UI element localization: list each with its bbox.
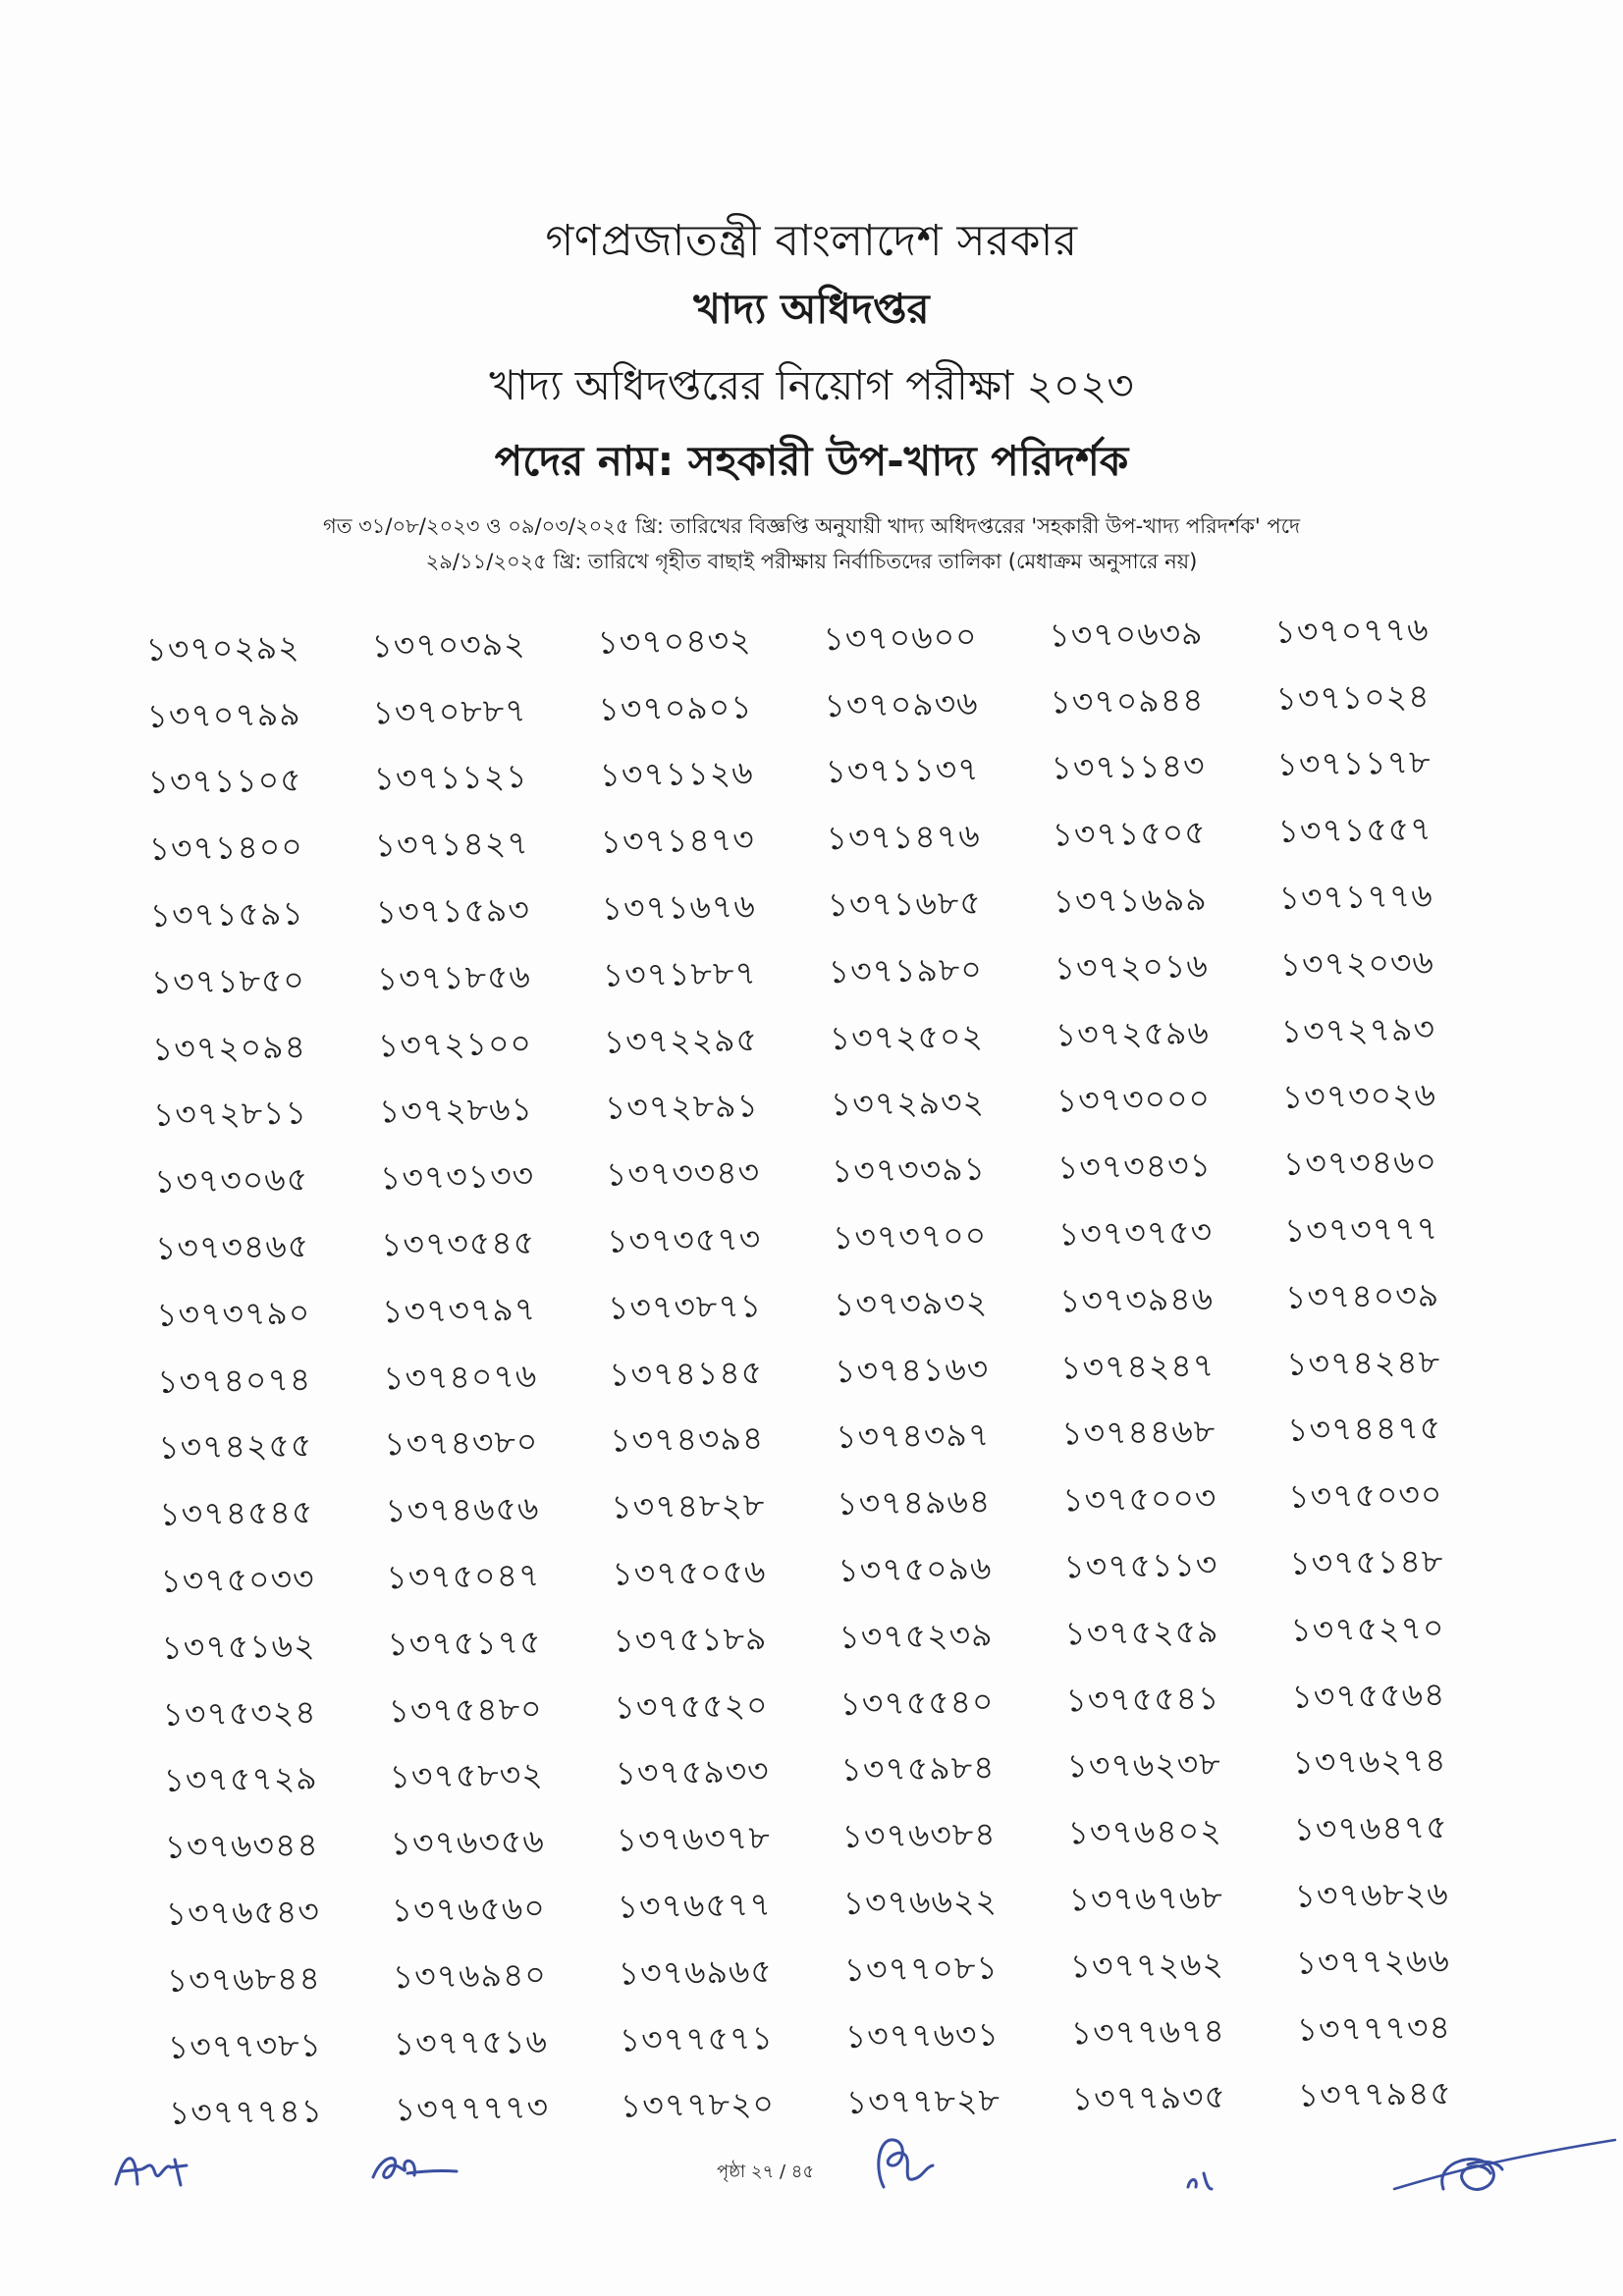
roll-number-cell: ১৩৭৬২৩৮	[1066, 1744, 1221, 1786]
roll-number-cell: ১৩৭০৬০০	[823, 616, 978, 659]
roll-number-cell: ১৩৭৬৫৬০	[391, 1888, 547, 1930]
roll-number-cell: ১৩৭৩৮৭১	[607, 1286, 763, 1327]
notice-line-2: ২৯/১১/২০২৫ খ্রি: তারিখে গৃহীত বাছাই পরীক্ষায় নির্বাচিতদের তালিকা (মেধাক্রম অনুসারে নয়)	[425, 550, 1198, 573]
roll-number-cell: ১৩৭৭৯৩৫	[1071, 2077, 1227, 2118]
roll-number-cell: ১৩৭৩৪৩১	[1056, 1146, 1213, 1187]
roll-number-cell: ১৩৭৫২৩৯	[839, 1615, 994, 1656]
roll-number-cell: ১৩৭৫২৭০	[1290, 1608, 1445, 1649]
roll-number-cell: ১৩৭৫২৫৯	[1064, 1611, 1219, 1653]
roll-number-cell: ১৩৭৪৫৪৫	[159, 1492, 314, 1534]
roll-number-cell: ১৩৭৪২৫৫	[157, 1425, 313, 1468]
post-name: পদের নাম: সহকারী উপ-খাদ্য পরিদর্শক	[494, 437, 1129, 485]
signature-3-icon	[864, 2128, 943, 2197]
roll-number-cell: ১৩৭১৮৫০	[150, 960, 306, 1001]
roll-number-cell: ১৩৭৫৫৬৪	[1291, 1674, 1446, 1716]
roll-number-cell: ১৩৭৫১৬২	[161, 1626, 316, 1667]
roll-number-cell: ১৩৭১৪২৭	[374, 824, 530, 865]
roll-number-cell: ১৩৭৫০০৩	[1061, 1478, 1217, 1520]
roll-number-cell: ১৩৭৫৪৮০	[388, 1688, 543, 1730]
roll-number-cell: ১৩৭৭২৬৬	[1295, 1941, 1451, 1982]
roll-number-cell: ১৩৭৩৭০০	[832, 1215, 988, 1257]
roll-number-cell: ১৩৭৫১৪৮	[1288, 1541, 1444, 1582]
roll-number-cell: ১৩৭৬৭৬৮	[1068, 1877, 1224, 1919]
roll-number-cell: ১৩৭৭৬৭৪	[1070, 2010, 1226, 2052]
roll-number-cell: ১৩৭১১০৫	[147, 760, 302, 802]
roll-number-cell: ১৩৭২২৯৫	[603, 1019, 759, 1061]
roll-number-cell: ১৩৭৩৫৭৩	[606, 1219, 762, 1260]
roll-number-cell: ১৩৭১১৩৭	[825, 750, 980, 791]
roll-number-cell: ১৩৭৩৭৯০	[155, 1293, 311, 1334]
initial-mark-icon	[1178, 2160, 1227, 2199]
roll-number-cell: ১৩৭২৮১১	[152, 1093, 308, 1135]
notice-line-1: গত ৩১/০৮/২০২৩ ও ০৯/০৩/২০২৫ খ্রি: তারিখের বিজ্ঞপ্তি অনুযায়ী খাদ্য অধিদপ্তরের 'সহকারী উপ-খাদ্য পরিদর্শক' পদে	[322, 514, 1301, 538]
roll-number-cell: ১৩৭৫১১৩	[1062, 1545, 1218, 1586]
roll-number-cell: ১৩৭৫৮৩২	[389, 1755, 544, 1796]
roll-number-cell: ১৩৭০২৯২	[145, 627, 300, 668]
roll-number-cell: ১৩৭৬৩৮৪	[841, 1814, 997, 1856]
roll-number-cell: ১৩৭০৯০১	[598, 686, 753, 728]
roll-number-cell: ১৩৭৪৩৮০	[383, 1422, 539, 1464]
roll-number-cell: ১৩৭০৮৮৭	[372, 690, 527, 732]
roll-number-cell: ১৩৭৩৭৯৭	[381, 1289, 537, 1331]
roll-number-cell: ১৩৭২০১৬	[1054, 945, 1210, 988]
roll-number-cell: ১৩৭১৫৫৭	[1277, 809, 1433, 851]
roll-number-cell: ১৩৭১১২৬	[599, 753, 754, 795]
roll-number-cell: ১৩৭৫০৯৬	[838, 1548, 993, 1590]
roll-number-cell: ১৩৭৪৪৭৫	[1286, 1408, 1442, 1450]
government-heading: গণপ্রজাতন্ত্রী বাংলাদেশ সরকার	[545, 216, 1078, 266]
roll-number-cell: ১৩৭৬৯৪০	[392, 1954, 548, 1997]
roll-number-cell: ১৩৭৬২৭৪	[1292, 1740, 1447, 1783]
roll-number-cell: ১৩৭১৪৭৩	[600, 820, 755, 862]
roll-number-cell: ১৩৭৩৪৬৫	[154, 1226, 310, 1267]
roll-number-cell: ১৩৭৫০৩০	[1287, 1474, 1443, 1517]
roll-number-cell: ১৩৭৬৪০২	[1067, 1811, 1222, 1852]
roll-number-cell: ১৩৭৭৫৭১	[619, 2017, 775, 2059]
roll-number-cell: ১৩৭৫৭২৯	[163, 1758, 318, 1800]
roll-number-cell: ১৩৭৭২৬২	[1069, 1944, 1225, 1986]
roll-number-cell: ১৩৭২৮৯১	[604, 1086, 760, 1128]
roll-number-cell: ১৩৭৭৯৪৫	[1297, 2073, 1453, 2115]
roll-number-cell: ১৩৭৩৯৩২	[833, 1282, 989, 1323]
roll-number-cell: ১৩৭১৫০৫	[1052, 813, 1207, 854]
page-number: পৃষ্ঠা ২৭ / ৪৫	[717, 2162, 815, 2182]
roll-number-cell: ১৩৭৫৯৩৩	[615, 1751, 770, 1793]
roll-number-cell: ১৩৭৪৩৯৪	[609, 1418, 765, 1461]
roll-number-cell: ১৩৭১৬৭৬	[601, 886, 757, 928]
roll-number-cell: ১৩৭৪৬৫৬	[385, 1489, 540, 1530]
roll-number-cell: ১৩৭০৩৯২	[371, 623, 526, 666]
roll-number-cell: ১৩৭৫৫৪০	[839, 1682, 995, 1723]
roll-number-cell: ১৩৭৭৭৭৩	[394, 2088, 550, 2129]
roll-number-cell: ১৩৭৬৮৪৪	[166, 1958, 322, 2000]
roll-number-cell: ১৩৭৭৩৮১	[167, 2024, 323, 2066]
roll-number-cell: ১৩৭৭৮২০	[620, 2084, 776, 2126]
roll-number-cell: ১৩৭৪৩৯৭	[835, 1415, 991, 1457]
roll-number-cell: ১৩৭৩০২৬	[1281, 1075, 1437, 1117]
roll-number-cell: ১৩৭০৯৩৬	[824, 683, 979, 724]
roll-number-cell: ১৩৭৫০৪৭	[386, 1555, 541, 1597]
roll-number-cell: ১৩৭৭৭৪১	[168, 2091, 324, 2133]
roll-number-cell: ১৩৭৩০৬৫	[153, 1159, 309, 1201]
roll-number-cell: ১৩৭১৮৫৬	[376, 956, 532, 998]
roll-number-cell: ১৩৭১৬৮৫	[827, 882, 982, 925]
roll-number-cell: ১৩৭৩৫৪৫	[380, 1222, 536, 1264]
roll-number-cell: ১৩৭২১০০	[377, 1023, 533, 1065]
roll-number-cell: ১৩৭২০৩৬	[1279, 942, 1435, 984]
roll-number-cell: ১৩৭৩৩৯১	[831, 1148, 987, 1191]
roll-number-cell: ১৩৭৩১৩৩	[379, 1156, 535, 1198]
roll-number-cell: ১৩৭৪৯৬৪	[836, 1481, 992, 1523]
roll-number-cell: ১৩৭৭৮২৮	[845, 2080, 1001, 2122]
roll-number-cell: ১৩৭২৫০২	[829, 1016, 985, 1057]
roll-number-cell: ১৩৭১৯৮০	[828, 949, 984, 990]
roll-number-cell: ১৩৭০৬৩৯	[1049, 613, 1204, 655]
roll-number-cell: ১৩৭৫০৫৬	[612, 1552, 767, 1593]
roll-number-cell: ১৩৭৬৬২২	[842, 1881, 999, 1923]
exam-title: খাদ্য অধিদপ্তরের নিয়োগ পরীক্ষা ২০২৩	[489, 361, 1134, 409]
roll-number-cell: ১৩৭২৭৯৩	[1280, 1009, 1436, 1050]
roll-number-cell: ১৩৭৬৮২৬	[1294, 1874, 1449, 1915]
roll-number-cell: ১৩৭৫৩২৪	[162, 1692, 317, 1734]
roll-number-cell: ১৩৭৪০৩৯	[1284, 1275, 1440, 1316]
roll-number-table	[145, 597, 1524, 2149]
roll-number-cell: ১৩৭১১৪৩	[1051, 746, 1206, 788]
roll-number-cell: ১৩৭৬৩৪৪	[164, 1825, 320, 1867]
roll-number-cell: ১৩৭১০২৪	[1275, 676, 1431, 718]
roll-number-cell: ১৩৭৪১৪৫	[608, 1352, 764, 1394]
signature-1-icon	[108, 2140, 196, 2199]
roll-number-cell: ১৩৭০৭৭৬	[1274, 610, 1430, 651]
roll-number-cell: ১৩৭৪৮২৮	[610, 1485, 766, 1526]
roll-number-cell: ১৩৭৩৭৫৩	[1057, 1212, 1214, 1254]
roll-number-cell: ১৩৭৩০০০	[1055, 1079, 1212, 1120]
signature-4-icon	[1375, 2120, 1620, 2218]
roll-number-cell: ১৩৭১৬৯৯	[1053, 880, 1208, 921]
roll-number-cell: ১৩৭৬৪৭৫	[1293, 1807, 1448, 1849]
roll-number-cell: ১৩৭১৪৭৬	[826, 816, 981, 858]
roll-number-cell: ১৩৭৫০৩৩	[160, 1559, 315, 1600]
roll-number-cell: ১৩৭৬৫৭৭	[617, 1885, 773, 1926]
roll-number-cell: ১৩৭৬৫৪৩	[165, 1892, 321, 1933]
roll-number-cell: ১৩৭৭৭৩৪	[1296, 2006, 1452, 2049]
roll-number-cell: ১৩৭১৮৮৭	[602, 953, 758, 994]
roll-number-cell: ১৩৭৩৭৭৭	[1283, 1208, 1439, 1250]
roll-number-cell: ১৩৭০৭৯৯	[146, 694, 301, 735]
roll-number-cell: ১৩৭৩৪৬০	[1282, 1142, 1438, 1184]
roll-number-cell: ১৩৭৫৯৮৪	[840, 1747, 996, 1789]
roll-number-cell: ১৩৭৪১৬৩	[834, 1349, 990, 1390]
roll-number-cell: ১৩৭০৪৩২	[597, 620, 752, 662]
roll-number-cell: ১৩৭৪০৭৪	[156, 1360, 312, 1401]
roll-number-cell: ১৩৭৪২৪৭	[1059, 1345, 1216, 1387]
roll-number-cell: ১৩৭৪০৭৬	[382, 1356, 538, 1397]
roll-number-cell: ১৩৭৬৩৫৬	[390, 1822, 546, 1863]
signature-2-icon	[363, 2138, 461, 2197]
department-heading: খাদ্য অধিদপ্তর	[693, 285, 930, 333]
page-footer	[0, 2120, 1623, 2238]
roll-number-cell: ১৩৭৩৩৪৩	[605, 1152, 761, 1194]
roll-number-cell: ১৩৭৫৫৪১	[1065, 1678, 1220, 1720]
roll-number-cell: ১৩৭১৭৭৬	[1278, 876, 1434, 917]
roll-number-cell: ১৩৭১৪০০	[148, 827, 304, 869]
roll-number-cell: ১৩৭৪২৪৮	[1285, 1342, 1441, 1383]
roll-number-cell: ১৩৭২০৯৪	[151, 1027, 307, 1068]
roll-number-cell: ১৩৭০৯৪৪	[1050, 679, 1205, 721]
roll-number-cell: ১৩৭৪৪৬৮	[1060, 1412, 1217, 1453]
roll-number-cell: ১৩৭৫১৮৯	[613, 1619, 768, 1660]
roll-number-cell: ১৩৭১৫৯১	[149, 893, 305, 935]
roll-number-cell: ১৩৭৫৫২০	[614, 1684, 769, 1727]
roll-number-cell: ১৩৭৬৯৬৫	[618, 1950, 774, 1993]
roll-number-cell: ১৩৭৭০৮১	[843, 1948, 1000, 1989]
roll-number-cell: ১৩৭৩৯৪৬	[1058, 1278, 1215, 1320]
roll-number-cell: ১৩৭৭৬৩১	[844, 2014, 1001, 2056]
roll-number-cell: ১৩৭২৮৬১	[378, 1090, 534, 1131]
roll-number-cell: ১৩৭৫১৭৫	[387, 1622, 542, 1664]
roll-number-cell: ১৩৭১১২১	[373, 757, 528, 798]
roll-number-cell: ১৩৭৭৫১৬	[393, 2021, 549, 2062]
roll-number-cell: ১৩৭২৫৯৬	[1055, 1012, 1211, 1054]
roll-number-cell: ১৩৭২৯৩২	[830, 1083, 986, 1124]
roll-number-cell: ১৩৭৬৩৭৮	[616, 1818, 772, 1859]
roll-number-cell: ১৩৭১১৭৮	[1276, 742, 1432, 784]
roll-number-cell: ১৩৭১৫৯৩	[375, 889, 531, 932]
